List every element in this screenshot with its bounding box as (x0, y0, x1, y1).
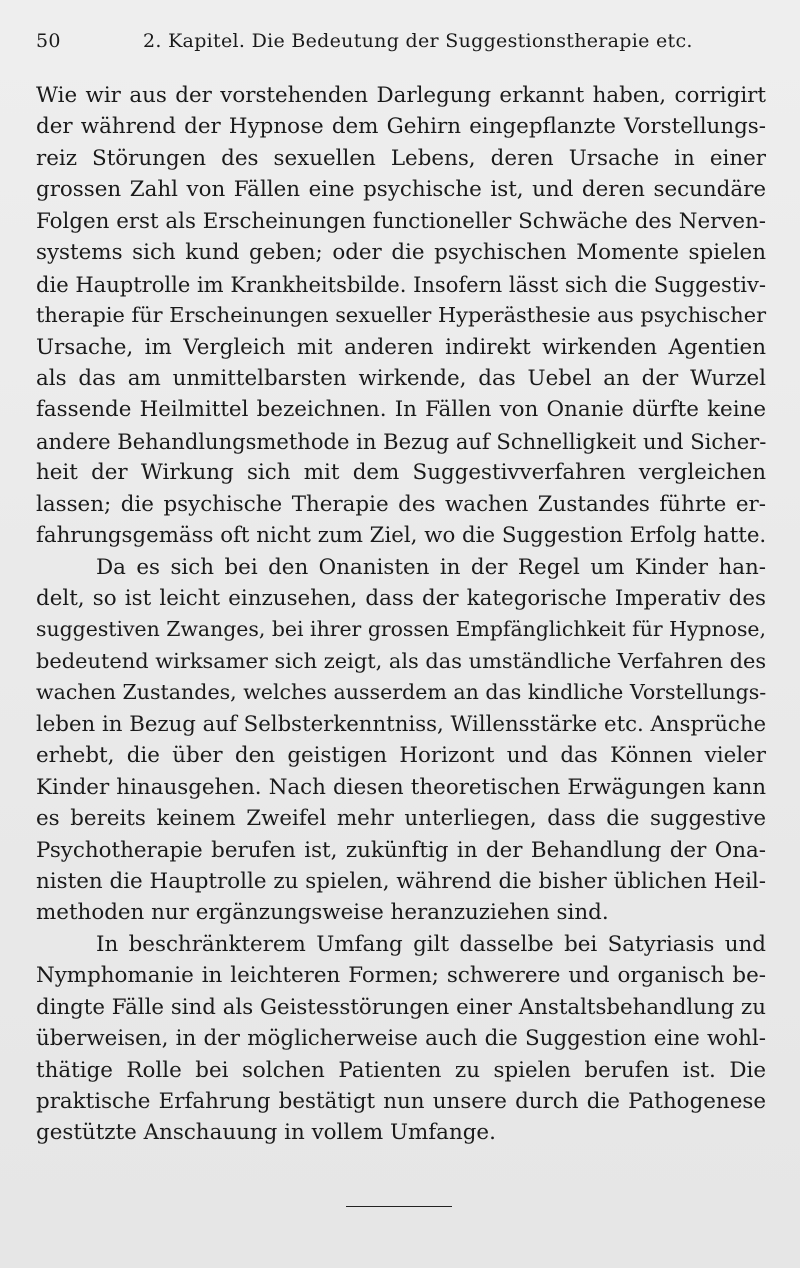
text-line: Wie wir aus der vorstehenden Darlegung erkannt haben, corrigirt (36, 83, 766, 108)
text-line: als das am unmittelbarsten wirkende, das Uebel an der Wurzel (36, 365, 766, 391)
text-line: praktische Erfahrung bestätigt nun unsere durch die Pathogenese (36, 1089, 766, 1114)
text-line: grossen Zahl von Fällen eine psychische ist, und deren secundäre (36, 177, 766, 203)
text-line: fahrungsgemäss oft nicht zum Ziel, wo die Suggestion Erfolg hatte. (36, 523, 767, 549)
text-line: thätige Rolle bei solchen Patienten zu spielen berufen ist. Die (36, 1057, 766, 1083)
page-number: 50 (36, 30, 61, 52)
text-line: leben in Bezug auf Selbsterkenntniss, Willensstärke etc. Ansprüche (36, 711, 767, 737)
text-line: andere Behandlungsmethode in Bezug auf Schnelligkeit und Sicher- (36, 428, 767, 454)
section-end-rule (346, 1206, 452, 1207)
text-line: heit der Wirkung sich mit dem Suggestivverfahren vergleichen (36, 460, 766, 486)
text-line: erhebt, die über den geistigen Horizont und das Können vieler (36, 743, 766, 769)
running-head: 2. Kapitel. Die Bedeutung der Suggestionstherapie etc. (143, 30, 693, 52)
text-line: gestützte Anschauung in vollem Umfange. (36, 1120, 496, 1146)
text-line: überweisen, in der möglicherweise auch die Suggestion eine wohl- (36, 1026, 766, 1052)
paragraph (36, 80, 766, 552)
text-line: Psychotherapie berufen ist, zukünftig in der Behandlung der Ona- (36, 837, 766, 863)
text-line: methoden nur ergänzungsweise heranzuziehen sind. (36, 900, 609, 926)
page-header (36, 30, 766, 56)
text-line: dingte Fälle sind als Geistesstörungen einer Anstaltsbehandlung zu (36, 994, 766, 1020)
text-line: In beschränkterem Umfang gilt dasselbe bei Satyriasis und (96, 931, 766, 957)
text-line: Da es sich bei den Onanisten in der Regel um Kinder han- (96, 554, 766, 580)
text-line: reiz Störungen des sexuellen Lebens, deren Ursache in einer (36, 145, 766, 171)
text-line: bedeutend wirksamer sich zeigt, als das umständliche Verfahren des (36, 648, 767, 673)
text-line: es bereits keinem Zweifel mehr unterliegen, dass die suggestive (36, 806, 766, 832)
text-line: Nymphomanie in leichteren Formen; schwerere und organisch be- (36, 963, 766, 989)
text-line: die Hauptrolle im Krankheitsbilde. Insofern lässt sich die Suggestiv- (36, 271, 767, 297)
text-line: therapie für Erscheinungen sexueller Hyperästhesie aus psychischer (36, 303, 767, 328)
text-line: delt, so ist leicht einzusehen, dass der kategorische Imperativ des (36, 586, 766, 611)
text-line: wachen Zustandes, welches ausserdem an das kindliche Vorstellungs- (36, 680, 767, 705)
text-line: Folgen erst als Erscheinungen functioneller Schwäche des Nerven- (36, 208, 766, 234)
paragraph (36, 929, 766, 1149)
text-line: fassende Heilmittel bezeichnen. In Fällen von Onanie dürfte keine (36, 397, 766, 423)
paragraph (36, 552, 766, 929)
body-text (36, 80, 766, 1149)
text-line: nisten die Hauptrolle zu spielen, während die bisher üblichen Heil- (36, 868, 766, 894)
text-line: der während der Hypnose dem Gehirn eingepflanzte Vorstellungs- (36, 114, 766, 140)
text-line: Ursache, im Vergleich mit anderen indirekt wirkenden Agentien (36, 334, 766, 360)
text-line: Kinder hinausgehen. Nach diesen theoretischen Erwägungen kann (36, 774, 766, 800)
text-line: suggestiven Zwanges, bei ihrer grossen Empfänglichkeit für Hypnose, (36, 617, 766, 642)
text-line: lassen; die psychische Therapie des wachen Zustandes führte er- (36, 491, 766, 517)
text-line: systems sich kund geben; oder die psychischen Momente spielen (36, 240, 766, 266)
